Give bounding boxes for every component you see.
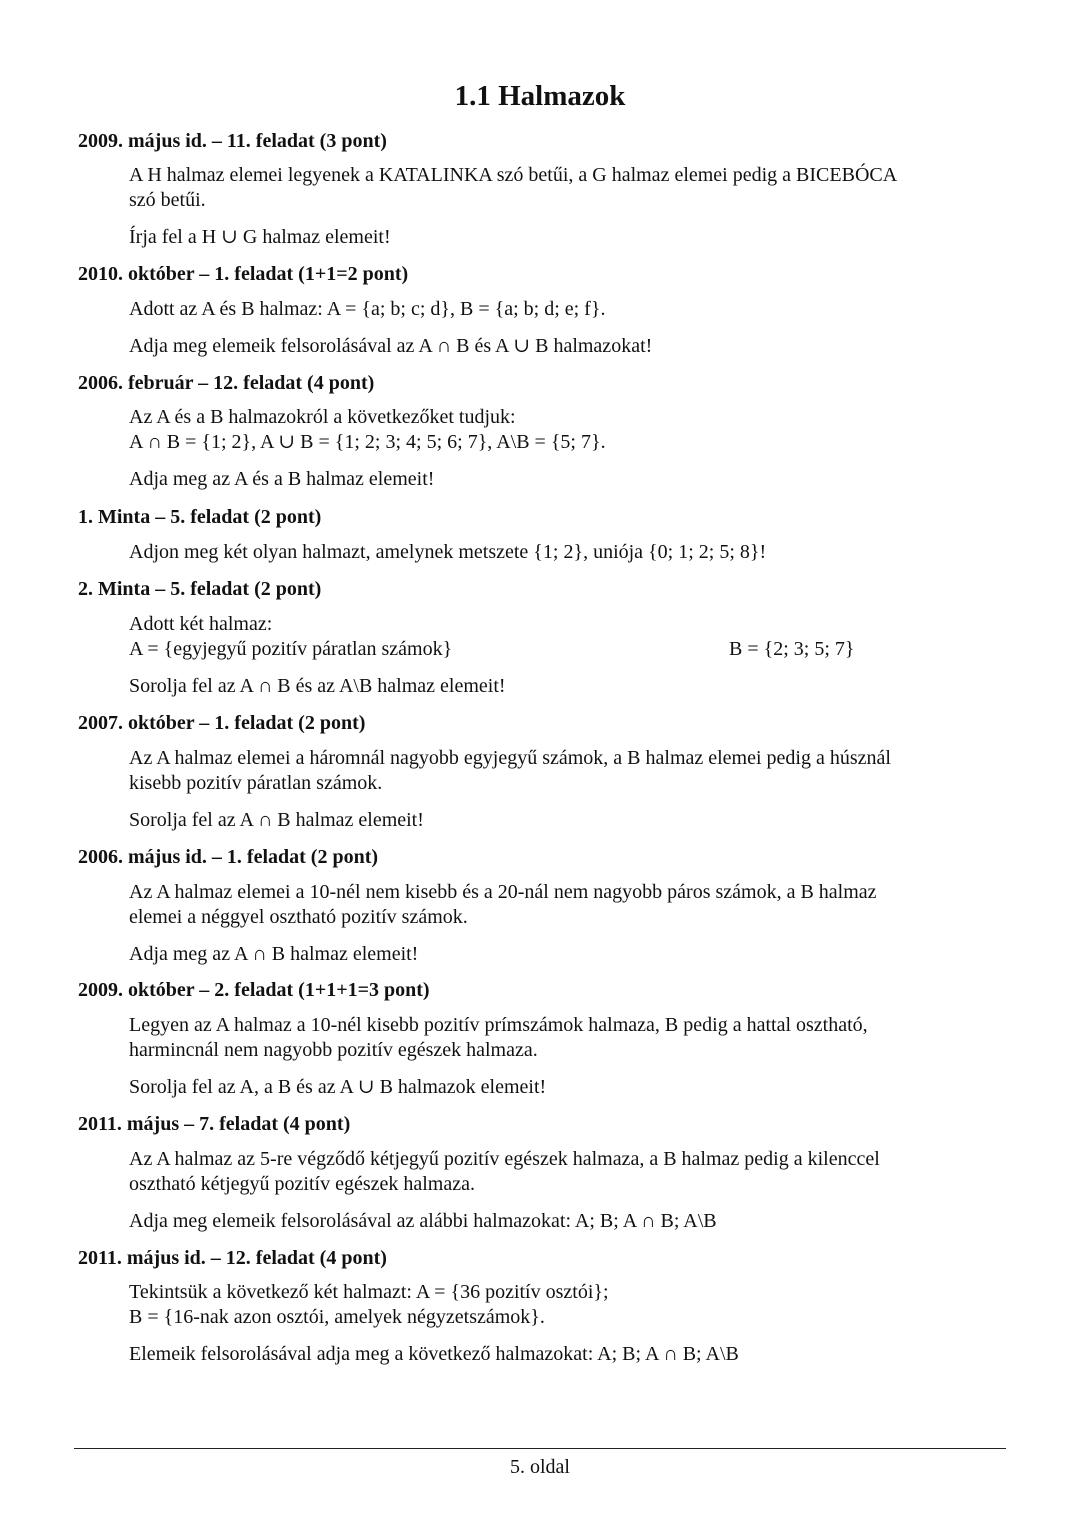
problem-heading: 2009. május id. – 11. feladat (3 pont) — [78, 130, 387, 152]
problem-text — [129, 405, 1009, 492]
problem-heading: 2011. május id. – 12. feladat (4 pont) — [78, 1247, 387, 1269]
problem-heading: 1. Minta – 5. feladat (2 pont) — [78, 506, 322, 528]
problem-text — [129, 163, 1009, 250]
problem-line: Az A és a B halmazokról a következőket tudjuk: — [129, 406, 516, 428]
problem-text — [129, 746, 1009, 833]
problem-heading: 2. Minta – 5. feladat (2 pont) — [78, 578, 322, 600]
problem-text — [129, 1280, 1009, 1367]
problem-heading: 2006. február – 12. feladat (4 pont) — [78, 372, 375, 394]
problem-line: Az A halmaz elemei a 10-nél nem kisebb és a 20-nál nem nagyobb páros számok, a B halmaz — [129, 881, 877, 903]
problem-line: harmincnál nem nagyobb pozitív egészek halmaza. — [129, 1039, 538, 1061]
problem-line: Tekintsük a következő két halmazt: A = {36 pozitív osztói}; — [129, 1281, 609, 1303]
problem-line: B = {16-nak azon osztói, amelyek négyzetszámok}. — [129, 1306, 545, 1328]
problem-line: Sorolja fel az A, a B és az A ∪ B halmazok elemeit! — [129, 1076, 547, 1098]
problem-line — [129, 637, 1009, 662]
problem-line: Az A halmaz az 5-re végződő kétjegyű pozitív egészek halmaza, a B halmaz pedig a kilenccel — [129, 1148, 880, 1170]
problem-line: Adja meg elemeik felsorolásával az A ∩ B és A ∪ B halmazokat! — [129, 335, 653, 357]
problem-heading: 2011. május – 7. feladat (4 pont) — [78, 1113, 351, 1135]
footer-divider — [74, 1448, 1006, 1449]
problem-heading: 2010. október – 1. feladat (1+1=2 pont) — [78, 263, 409, 285]
problem-line: Sorolja fel az A ∩ B és az A\B halmaz elemeit! — [129, 675, 506, 697]
problem-line: A ∩ B = {1; 2}, A ∪ B = {1; 2; 3; 4; 5; 6; 7}, A\B = {5; 7}. — [129, 431, 606, 453]
problem-line: Adjon meg két olyan halmazt, amelynek metszete {1; 2}, uniója {0; 1; 2; 5; 8}! — [129, 541, 767, 563]
problem-line: Adja meg az A és a B halmaz elemeit! — [129, 468, 435, 490]
problem-line: Adja meg az A ∩ B halmaz elemeit! — [129, 943, 419, 965]
problem-line: A H halmaz elemei legyenek a KATALINKA szó betűi, a G halmaz elemei pedig a BICEBÓCA — [129, 164, 898, 186]
problem-text — [129, 880, 1009, 967]
problem-line: kisebb pozitív páratlan számok. — [129, 772, 383, 794]
problem-heading: 2007. október – 1. feladat (2 pont) — [78, 712, 366, 734]
problem-text — [129, 1147, 1009, 1234]
problem-line: Elemeik felsorolásával adja meg a következő halmazokat: A; B; A ∩ B; A\B — [129, 1343, 739, 1365]
problem-text — [129, 297, 1009, 359]
page-title: 1.1 Halmazok — [454, 80, 626, 112]
set-b-definition: B = {2; 3; 5; 7} — [729, 638, 855, 660]
problem-line: Az A halmaz elemei a háromnál nagyobb egyjegyű számok, a B halmaz elemei pedig a húsznál — [129, 747, 891, 769]
problem-line: Adott két halmaz: — [129, 613, 273, 635]
problem-line: elemei a néggyel osztható pozitív számok. — [129, 906, 468, 928]
problem-heading: 2006. május id. – 1. feladat (2 pont) — [78, 846, 379, 868]
set-a-definition: A = {egyjegyű pozitív páratlan számok} — [129, 638, 453, 660]
problem-line: Írja fel a H ∪ G halmaz elemeit! — [129, 226, 391, 248]
problem-heading: 2009. október – 2. feladat (1+1+1=3 pont) — [78, 979, 430, 1001]
problem-text — [129, 540, 1009, 565]
problem-text — [129, 612, 1009, 699]
problem-line: Adott az A és B halmaz: A = {a; b; c; d}, B = {a; b; d; e; f}. — [129, 298, 606, 320]
problem-text — [129, 1013, 1009, 1100]
problem-line: Adja meg elemeik felsorolásával az alábbi halmazokat: A; B; A ∩ B; A\B — [129, 1210, 717, 1232]
problem-line: Legyen az A halmaz a 10-nél kisebb pozitív prímszámok halmaza, B pedig a hattal osztható, — [129, 1014, 868, 1036]
problem-line: osztható kétjegyű pozitív egészek halmaza. — [129, 1173, 475, 1195]
problem-line: szó betűi. — [129, 189, 206, 211]
problem-line: Sorolja fel az A ∩ B halmaz elemeit! — [129, 809, 424, 831]
page-number: 5. oldal — [510, 1456, 570, 1478]
